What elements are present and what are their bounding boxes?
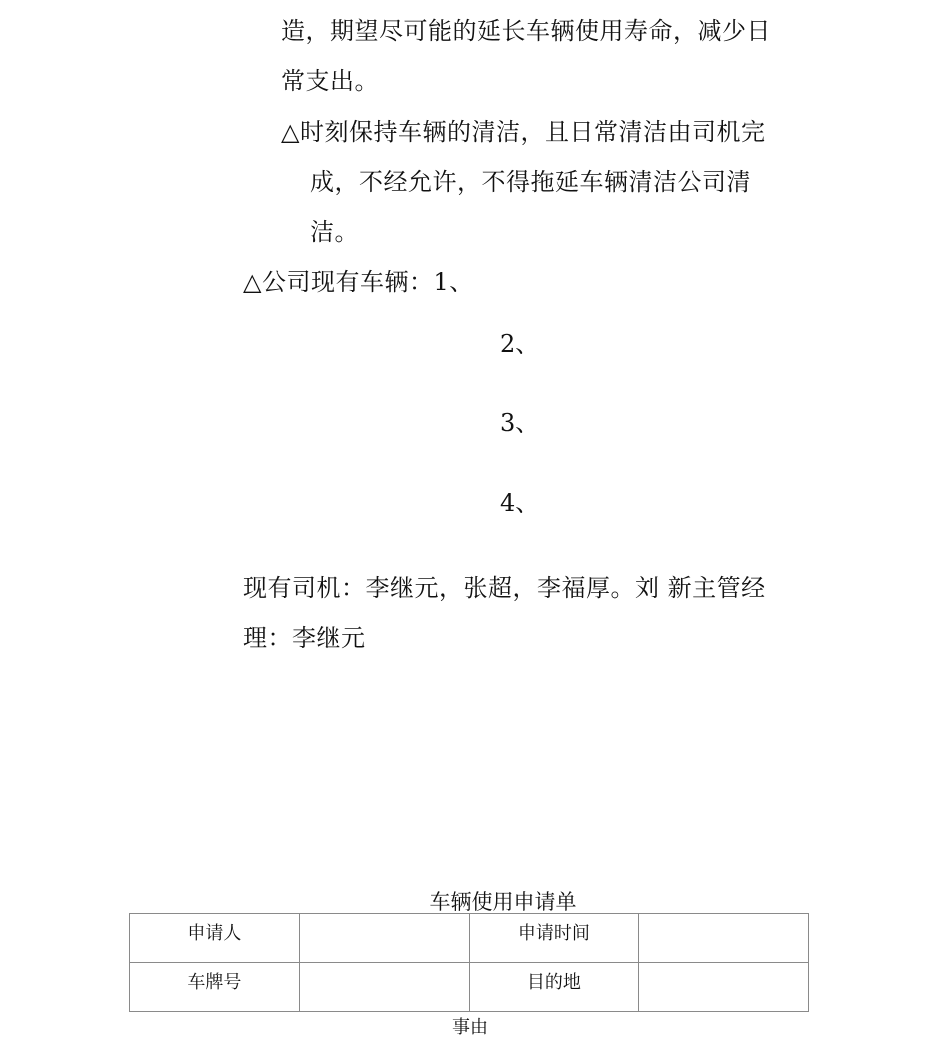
vehicle-item: 4、	[500, 489, 540, 517]
plate-number-label: 车牌号	[130, 963, 300, 1012]
destination-label: 目的地	[469, 963, 639, 1012]
applicant-label: 申请人	[130, 914, 300, 963]
paragraph-line: 洁。	[310, 218, 359, 246]
table-row	[130, 914, 809, 963]
paragraph-line: 造，期望尽可能的延长车辆使用寿命，减少日	[281, 17, 771, 45]
paragraph-line: 常支出。	[281, 67, 379, 95]
apply-time-field[interactable]	[639, 914, 809, 963]
application-table	[129, 913, 809, 1012]
applicant-field[interactable]	[299, 914, 469, 963]
plate-number-field[interactable]	[299, 963, 469, 1012]
paragraph-line: 成，不经允许，不得拖延车辆清洁公司清	[310, 168, 751, 196]
table-row	[130, 963, 809, 1012]
reason-label: 事由	[452, 1017, 488, 1038]
form-title: 车辆使用申请单	[429, 890, 577, 914]
apply-time-label: 申请时间	[469, 914, 639, 963]
destination-field[interactable]	[639, 963, 809, 1012]
vehicles-label: △公司现有车辆：1、	[243, 268, 474, 296]
manager-line: 理：李继元	[243, 624, 366, 652]
drivers-line: 现有司机：李继元，张超，李福厚。刘 新主管经	[243, 574, 766, 602]
vehicle-item: 3、	[500, 409, 540, 437]
paragraph-line: △时刻保持车辆的清洁，且日常清洁由司机完	[281, 118, 766, 146]
vehicle-item: 2、	[500, 330, 540, 358]
